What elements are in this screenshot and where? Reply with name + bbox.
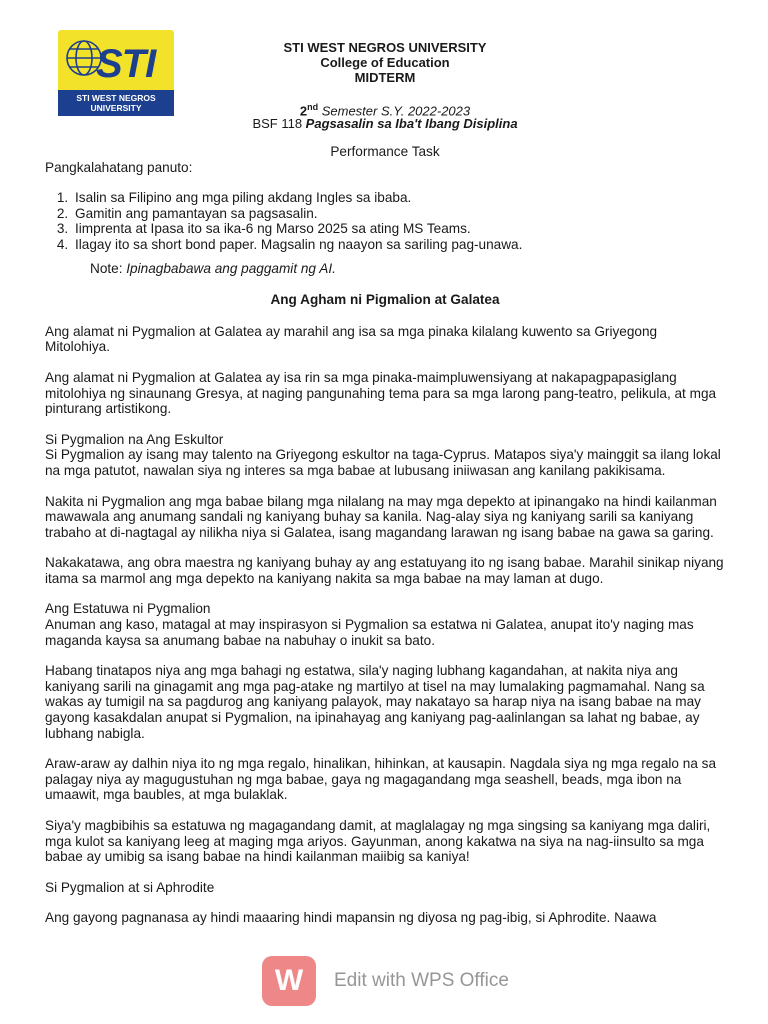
logo-line-1: STI WEST NEGROS xyxy=(76,93,156,103)
note-text: Ipinagbabawa ang paggamit ng AI. xyxy=(126,260,336,276)
logo-line-2: UNIVERSITY xyxy=(90,103,142,113)
section-heading: Si Pygmalion na Ang Eskultor xyxy=(45,431,224,447)
instructions-list xyxy=(45,190,725,252)
list-item: 2. Gamitin ang pamantayan sa pagsasalin. xyxy=(72,206,725,222)
course-line xyxy=(190,116,580,131)
section-heading: Si Pygmalion at si Aphrodite xyxy=(45,879,215,895)
document-body xyxy=(45,144,725,926)
task-title: Performance Task xyxy=(330,144,440,159)
paragraph: Habang tinatapos niya ang mga bahagi ng estatwa, sila'y naging lubhang kagandahan, at nakita niya ang kaniyang sarili na ginagamit ang mga pag-atake ng martilyo at tisel na may lumalaking pagmamahal. Nang sa wakas ay tumigil na sa pagdurog ang kaniyang palayok, may nakatayo sa harap niya na isang babae na may gayong kasakdalan anupat si Pygmalion, na ipinahayag ang kaniyang pag-aalinlangan sa lahat ng babae, ay lubhang nabigla. xyxy=(45,663,705,741)
paragraph: Ang gayong pagnanasa ay hindi maaaring hindi mapansin ng diyosa ng pag-ibig, si Aphrodite. Naawa xyxy=(45,910,657,926)
wps-watermark[interactable] xyxy=(262,956,542,1008)
list-item: 4. Ilagay ito sa short bond paper. Magsalin ng naayon sa sariling pag-unawa. xyxy=(72,237,725,253)
instructions-title: Pangkalahatang panuto: xyxy=(45,159,193,175)
paragraph: Nakakatawa, ang obra maestra ng kaniyang buhay ay ang estatuyang ito ng isang babae. Marahil sinikap niyang itama sa marmol ang mga depekto na kaniyang nakita sa mga babae na may laman at dugo. xyxy=(45,555,724,586)
section-heading: Ang Estatuwa ni Pygmalion xyxy=(45,601,211,617)
sti-logo xyxy=(58,30,174,116)
paragraph: Nakita ni Pygmalion ang mga babae bilang mga nilalang na may mga depekto at ipinangako na hindi kailanman mawawala ang anumang sandali ng kaniyang buhay sa kanila. Nag-alay siya ng kaniyang sarili sa kaniyang trabaho at di-nagtagal ay nilikha niya si Galatea, isang magandang larawan ng isang babae na gawa sa garing. xyxy=(45,493,717,540)
semester-number: 2 xyxy=(299,103,308,119)
paragraph: Anuman ang kaso, matagal at may inspirasyon si Pygmalion sa estatwa ni Galatea, anupat ito'y naging mas maganda kaysa sa anumang babae na nabuhay o inukit sa bato. xyxy=(45,617,694,648)
college-name: College of Education xyxy=(320,55,450,70)
paragraph: Araw-araw ay dalhin niya ito ng mga regalo, hinalikan, hihinkan, at kausapin. Nagdala siya ng mga regalo na sa palagay niya ay magugustuhan ng mga babae, gaya ng magagandang mga seashell, beads, mga ibon na umaawit, mga baubles, at mga bulaklak. xyxy=(45,756,717,803)
list-item: 1. Isalin sa Filipino ang mga piling akdang Ingles sa ibaba. xyxy=(72,190,725,206)
story-title: Ang Agham ni Pigmalion at Galatea xyxy=(270,292,500,308)
logo-strip xyxy=(58,90,174,116)
logo-word: STI xyxy=(96,42,156,86)
wps-icon: W xyxy=(262,956,316,1006)
paragraph: Ang alamat ni Pygmalion at Galatea ay marahil ang isa sa mga pinaka kilalang kuwento sa Griyegong Mitolohiya. xyxy=(45,323,658,355)
note-label: Note: xyxy=(90,260,127,276)
exam-type: MIDTERM xyxy=(354,70,416,85)
semester-suffix: nd xyxy=(307,102,319,112)
list-item: 3. Iimprenta at Ipasa ito sa ika-6 ng Marso 2025 sa ating MS Teams. xyxy=(72,221,725,237)
course-title: Pagsasalin sa Iba't Ibang Disiplina xyxy=(305,116,518,131)
semester-text: Semester S.Y. 2022-2023 xyxy=(318,103,471,119)
paragraph: Si Pygmalion ay isang may talento na Griyegong eskultor na taga-Cyprus. Matapos siya'y mainggit sa ilang lokal na mga patutot, nawalan siya ng interes sa mga babae at lubusang iniiwasan ang kanilang pakikisama. xyxy=(45,447,721,478)
university-name: STI WEST NEGROS UNIVERSITY xyxy=(283,40,487,55)
paragraph: Ang alamat ni Pygmalion at Galatea ay isa rin sa mga pinaka-maimpluwensiyang at nakapagpapasiglang mitolohiya ng sinaunang Gresya, at naging pangunahing tema para sa mga larong pang-teatro, pelikula, at mga pinturang artistikong. xyxy=(45,369,717,417)
paragraph: Siya'y magbibihis sa estatuwa ng magagandang damit, at maglalagay ng mga singsing sa kaniyang mga daliri, mga kulot sa kaniyang leeg at maging mga ariyos. Gayunman, anong kakatwa na siya na nag-iinsulto sa mga babae ay umibig sa isang babae na hindi kailanman maiibig sa kaniya! xyxy=(45,818,711,865)
note xyxy=(45,261,725,277)
course-code: BSF 118 xyxy=(252,116,306,131)
wps-watermark-text: Edit with WPS Office xyxy=(334,970,509,991)
